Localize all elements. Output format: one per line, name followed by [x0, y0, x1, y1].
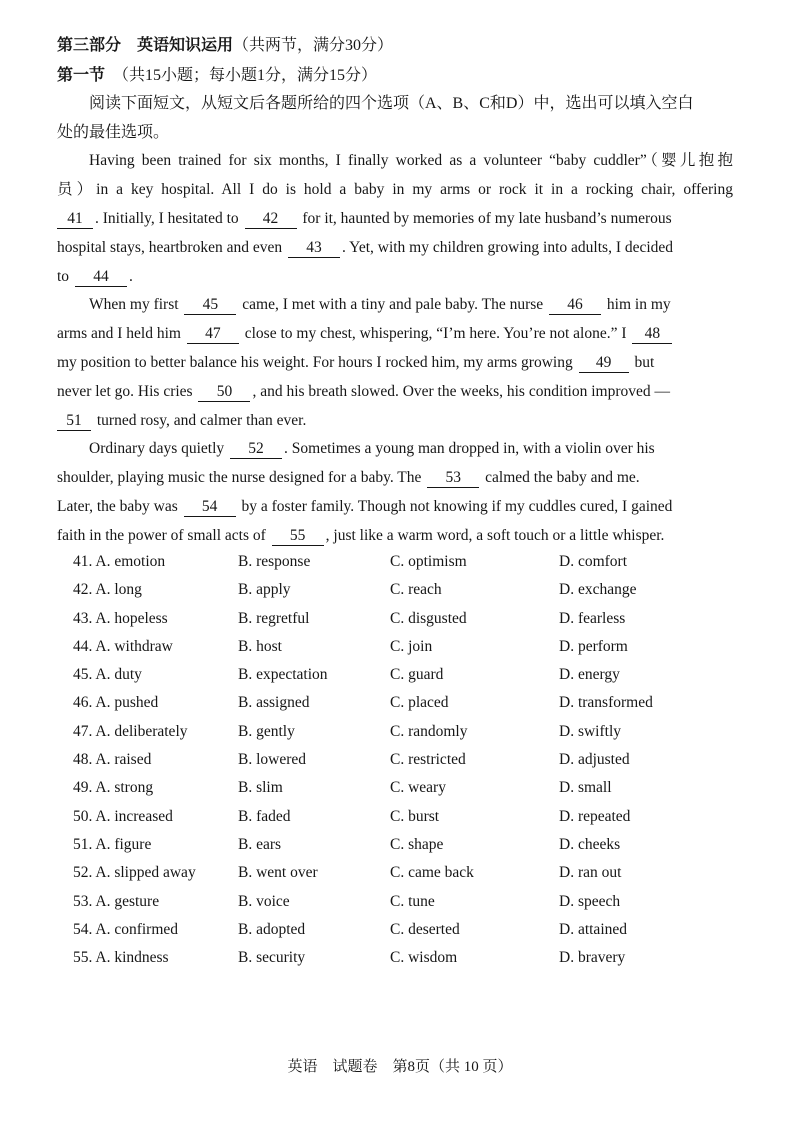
- passage-text: Ordinary days quietly: [89, 440, 225, 457]
- passage-text: hospital stays, heartbroken and even: [57, 239, 283, 256]
- option-b: B. expectation: [238, 666, 328, 684]
- option-d: D. fearless: [559, 609, 626, 627]
- option-b: B. regretful: [238, 609, 310, 627]
- option-d: D. exchange: [559, 581, 637, 599]
- passage-text: . Sometimes a young man dropped in, with a violin over his: [284, 440, 655, 457]
- passage-line: [57, 290, 733, 319]
- passage-text: to: [57, 268, 70, 285]
- option-b: B. slim: [238, 779, 283, 797]
- passage-text: close to my chest, whispering, “I’m here. You’re not alone.” I: [244, 325, 627, 342]
- passage-text: faith in the power of small acts of: [57, 527, 266, 544]
- instruction-line: 处的最佳选项。: [57, 124, 170, 141]
- option-b: B. security: [238, 949, 306, 967]
- option-c: C. optimism: [390, 553, 467, 570]
- question-row: [73, 804, 753, 832]
- option-d: D. small: [559, 779, 612, 797]
- blank-47: 47: [187, 324, 239, 344]
- option-d: D. speech: [559, 892, 621, 910]
- passage-paragraph-1: [57, 146, 733, 291]
- passage-text: Later, the baby was: [57, 498, 178, 515]
- passage-text: for it, haunted by memories of my late husband’s numerous: [302, 210, 672, 227]
- option-a: 48. A. raised: [73, 751, 152, 769]
- section-title: 第一节: [57, 67, 106, 84]
- blank-52: 52: [230, 439, 282, 459]
- passage-line: [57, 204, 733, 233]
- option-d: D. transformed: [559, 694, 653, 712]
- section-heading: [57, 66, 377, 86]
- options-list: [73, 549, 753, 973]
- option-a: 50. A. increased: [73, 807, 173, 825]
- option-a: 46. A. pushed: [73, 694, 159, 712]
- option-d: D. attained: [559, 920, 628, 938]
- option-a: 42. A. long: [73, 581, 142, 599]
- option-b: B. adopted: [238, 920, 306, 938]
- passage-line: [57, 492, 733, 521]
- passage-line: [57, 521, 733, 550]
- passage-text: shoulder, playing music the nurse designed for a baby. The: [57, 469, 422, 486]
- question-row: [73, 606, 753, 634]
- passage-text: him in my: [606, 296, 671, 313]
- question-row: [73, 719, 753, 747]
- part-heading: [57, 36, 393, 56]
- option-a: 51. A. figure: [73, 835, 152, 853]
- option-c: C. guard: [390, 666, 444, 684]
- question-row: [73, 577, 753, 605]
- blank-45: 45: [184, 295, 236, 315]
- option-b: B. host: [238, 637, 282, 655]
- blank-43: 43: [288, 238, 340, 258]
- passage-paragraph-2: [57, 290, 733, 435]
- option-d: D. swiftly: [559, 722, 621, 740]
- option-a: 41. A. emotion: [73, 553, 166, 570]
- question-row: [73, 634, 753, 662]
- passage-text: but: [634, 354, 655, 371]
- option-a: 47. A. deliberately: [73, 722, 188, 740]
- option-a: 45. A. duty: [73, 666, 142, 684]
- blank-41: 41: [57, 209, 93, 229]
- option-c: C. restricted: [390, 751, 466, 769]
- option-b: B. ears: [238, 835, 282, 853]
- blank-50: 50: [198, 382, 250, 402]
- part-title: 第三部分 英语知识运用: [57, 37, 234, 54]
- option-a: 55. A. kindness: [73, 949, 169, 967]
- passage-text: never let go. His cries: [57, 383, 193, 400]
- question-row: [73, 549, 753, 577]
- option-c: C. weary: [390, 779, 446, 797]
- instruction-line: 阅读下面短文，从短文后各题所给的四个选项（A、B、C和D）中，选出可以填入空白: [89, 95, 694, 112]
- option-d: D. adjusted: [559, 751, 630, 769]
- passage-text: came, I met with a tiny and pale baby. The nurse: [242, 296, 544, 313]
- question-row: [73, 662, 753, 690]
- option-b: B. gently: [238, 722, 295, 740]
- option-d: D. comfort: [559, 553, 628, 570]
- passage-text: When my first: [89, 296, 179, 313]
- section-note: （共15小题；每小题1分，满分15分）: [113, 67, 378, 84]
- question-row: [73, 775, 753, 803]
- blank-51: 51: [57, 411, 91, 431]
- option-c: C. burst: [390, 807, 440, 825]
- option-a: 44. A. withdraw: [73, 637, 173, 655]
- option-b: B. went over: [238, 864, 318, 882]
- option-c: C. disgusted: [390, 609, 467, 627]
- passage-text: arms and I held him: [57, 325, 181, 342]
- option-a: 43. A. hopeless: [73, 609, 168, 627]
- question-row: [73, 832, 753, 860]
- option-c: C. placed: [390, 694, 449, 712]
- option-a: 54. A. confirmed: [73, 920, 179, 938]
- question-row: [73, 860, 753, 888]
- passage-line: [57, 319, 733, 348]
- option-a: 52. A. slipped away: [73, 864, 196, 882]
- passage-line: [57, 377, 733, 406]
- blank-48: 48: [632, 324, 672, 344]
- question-row: [73, 917, 753, 945]
- blank-55: 55: [272, 526, 324, 546]
- passage-text: . Initially, I hesitated to: [95, 210, 239, 227]
- passage-text: by a foster family. Though not knowing if my cuddles cured, I gained: [241, 498, 673, 515]
- option-c: C. reach: [390, 581, 442, 599]
- option-c: C. tune: [390, 892, 435, 910]
- passage-line: [57, 262, 733, 291]
- option-c: C. shape: [390, 835, 444, 853]
- option-b: B. lowered: [238, 751, 307, 769]
- option-b: B. voice: [238, 892, 290, 910]
- instructions: [57, 89, 733, 147]
- blank-49: 49: [579, 353, 629, 373]
- option-b: B. apply: [238, 581, 291, 599]
- option-d: D. cheeks: [559, 835, 621, 853]
- passage-line: Having been trained for six months, I finally worked as a volunteer “baby cuddler”（婴儿抱抱: [89, 152, 733, 169]
- question-row: [73, 690, 753, 718]
- passage-text: calmed the baby and me.: [485, 469, 640, 486]
- passage-text: , and his breath slowed. Over the weeks, his condition improved —: [252, 383, 671, 400]
- option-d: D. ran out: [559, 864, 622, 882]
- option-a: 53. A. gesture: [73, 892, 160, 910]
- passage-text: .: [128, 268, 133, 285]
- option-d: D. energy: [559, 666, 620, 684]
- option-d: D. perform: [559, 637, 628, 655]
- option-c: C. join: [390, 637, 433, 655]
- passage-text: , just like a warm word, a soft touch or a little whisper.: [325, 527, 665, 544]
- blank-46: 46: [549, 295, 601, 315]
- option-b: B. response: [238, 553, 311, 570]
- question-row: [73, 945, 753, 973]
- passage-line: 员）in a key hospital. All I do is hold a baby in my arms or rock it in a rocking chair, offering: [57, 181, 733, 198]
- passage-text: turned rosy, and calmer than ever.: [96, 412, 307, 429]
- passage-text: my position to better balance his weight. For hours I rocked him, my arms growing: [57, 354, 573, 371]
- part-note: （共两节，满分30分）: [233, 37, 394, 54]
- option-c: C. wisdom: [390, 949, 458, 967]
- passage-line: [57, 406, 733, 435]
- passage-line: [57, 233, 733, 262]
- option-b: B. faded: [238, 807, 291, 825]
- question-row: [73, 747, 753, 775]
- option-c: C. deserted: [390, 920, 460, 938]
- option-c: C. randomly: [390, 722, 468, 740]
- passage-line: [57, 463, 733, 492]
- blank-53: 53: [427, 468, 479, 488]
- passage-text: . Yet, with my children growing into adults, I decided: [342, 239, 674, 256]
- blank-54: 54: [184, 497, 236, 517]
- question-row: [73, 889, 753, 917]
- passage-line: [57, 348, 733, 377]
- passage-line: [57, 434, 733, 463]
- option-b: B. assigned: [238, 694, 310, 712]
- passage-paragraph-3: [57, 434, 733, 550]
- option-a: 49. A. strong: [73, 779, 154, 797]
- option-c: C. came back: [390, 864, 474, 882]
- option-d: D. repeated: [559, 807, 631, 825]
- blank-44: 44: [75, 267, 127, 287]
- page-footer: 英语 试题卷 第8页（共 10 页）: [287, 1059, 513, 1075]
- blank-42: 42: [245, 209, 297, 229]
- option-d: D. bravery: [559, 949, 626, 967]
